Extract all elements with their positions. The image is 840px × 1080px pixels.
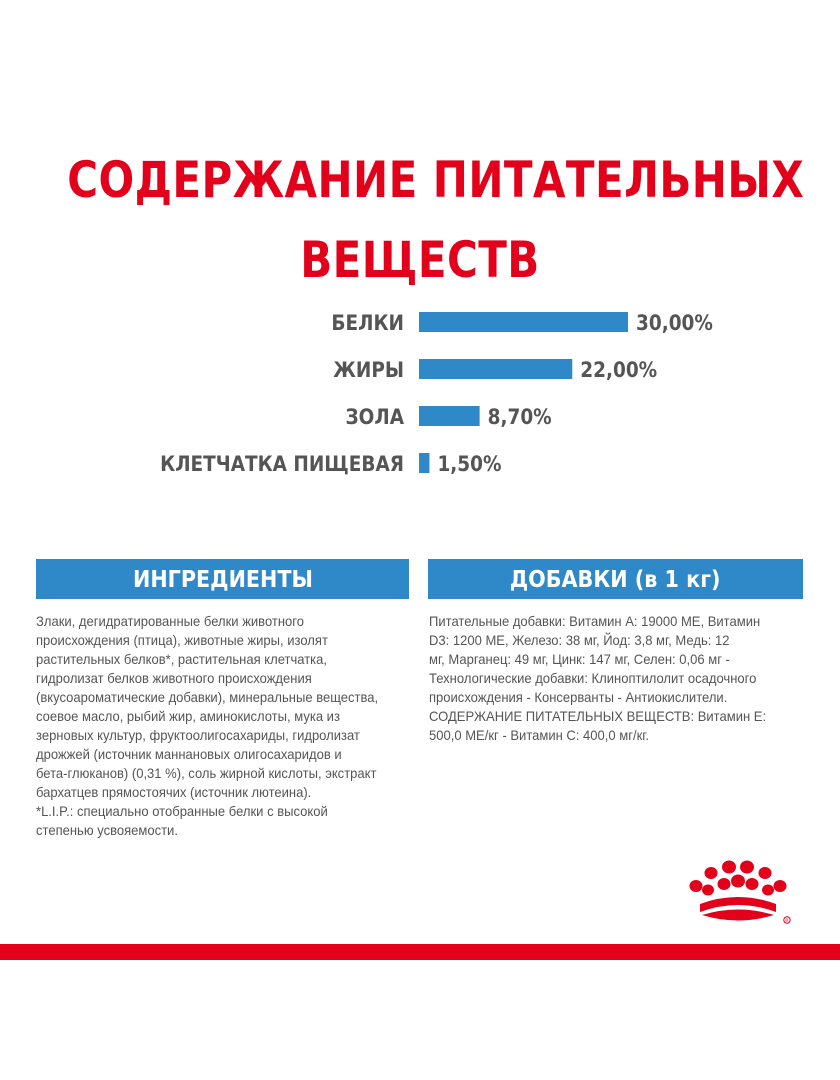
bar-label: ЖИРЫ [333, 357, 404, 383]
text-line: Технологические добавки: Клиноптилолит осадочного [429, 670, 757, 686]
additives-banner [428, 559, 803, 599]
text-line: Злаки, дегидратированные белки животного [36, 613, 304, 629]
text-line: *L.I.P.: специально отобранные белки с высокой [36, 803, 328, 819]
page-title-line-2: ВЕЩЕСТВ [300, 231, 540, 289]
bar [419, 453, 429, 473]
additives-text [429, 612, 801, 745]
registered-mark: R [785, 919, 789, 924]
text-line: соевое масло, рыбий жир, аминокислоты, мука из [36, 708, 340, 724]
bar-value-label: 8,70% [487, 404, 552, 430]
bar [419, 312, 628, 332]
text-line: (вкусоароматические добавки), минеральные вещества, [36, 689, 379, 705]
bar [419, 359, 572, 379]
bar-value-label: 30,00% [636, 310, 713, 336]
page-title [67, 140, 805, 300]
additives-heading: ДОБАВКИ (в 1 кг) [510, 567, 721, 593]
nutrient-bar-chart [0, 290, 840, 490]
text-line: Питательные добавки: Витамин А: 19000 МЕ, Витамин [429, 613, 761, 629]
bar-label: КЛЕТЧАТКА ПИЩЕВАЯ [160, 451, 404, 477]
page-title-line-1: СОДЕРЖАНИЕ ПИТАТЕЛЬНЫХ [67, 151, 805, 209]
text-line: мг, Марганец: 49 мг, Цинк: 147 мг, Селен: 0,06 мг - [429, 651, 730, 667]
text-line: происхождения - Консерванты - Антиокислители. [429, 689, 728, 705]
bar-value-label: 22,00% [580, 357, 658, 383]
text-line: дрожжей (источник маннановых олигосахаридов и [36, 746, 342, 762]
ingredients-heading: ИНГРЕДИЕНТЫ [132, 567, 313, 593]
text-line: зерновых культур, фруктоолигосахариды, гидролизат [36, 727, 360, 743]
bar-value-label: 1,50% [437, 451, 502, 477]
bar-label: БЕЛКИ [331, 310, 404, 336]
text-line: СОДЕРЖАНИЕ ПИТАТЕЛЬНЫХ ВЕЩЕСТВ: Витамин E: [429, 708, 767, 724]
text-line: происхождения (птица), животные жиры, изолят [36, 632, 328, 648]
ingredients-banner [36, 559, 409, 599]
brand-stripe [0, 944, 840, 960]
royal-canin-crown-icon [686, 860, 804, 932]
text-line: гидролизат белков животного происхождения [36, 670, 312, 686]
text-line: растительных белков*, растительная клетчатка, [36, 651, 328, 667]
bar [419, 406, 480, 426]
text-line: бета-глюканов) (0,31 %), соль жирной кислоты, экстракт [36, 765, 377, 781]
ingredients-text [36, 612, 408, 840]
text-line: 500,0 МЕ/кг - Витамин C: 400,0 мг/кг. [429, 727, 650, 743]
bar-label: ЗОЛА [345, 404, 404, 430]
text-line: D3: 1200 МЕ, Железо: 38 мг, Йод: 3,8 мг, Медь: 12 [429, 632, 730, 648]
text-line: бархатцев прямостоячих (источник лютеина). [36, 784, 312, 800]
text-line: степенью усвояемости. [36, 822, 178, 838]
